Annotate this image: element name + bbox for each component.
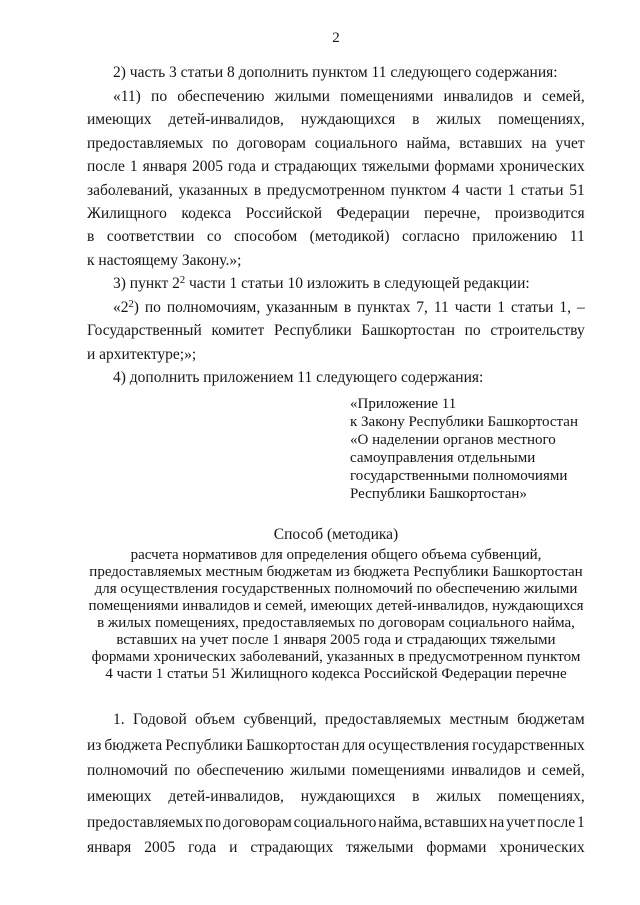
item-3-quote-text: ) по полномочиям, указанным в пунктах 7, 11 части 1 статьи 1, – — [133, 298, 585, 316]
method-subtitle-line: вставших на учет после 1 января 2005 года и страдающих тяжелыми — [116, 631, 556, 648]
method-title: Способ (методика) — [273, 526, 399, 543]
method-subtitle-line: помещениями инвалидов и семей, имеющих детей-инвалидов, нуждающихся — [88, 597, 584, 614]
clause-1-line: полномочий по обеспечению жилыми помещениями инвалидов и семей, — [87, 762, 585, 780]
item-3-heading-text: 3) пункт 2 — [113, 275, 180, 293]
appendix-header-line: самоуправления отдельными — [350, 450, 536, 466]
method-subtitle-line: в жилых помещениях, предоставляемых по договорам социального найма, — [97, 614, 575, 631]
appendix-header-line: Республики Башкортостан» — [350, 486, 527, 502]
item-3-heading-text: части 1 статьи 10 изложить в следующей редакции: — [185, 275, 530, 293]
amendments-section — [87, 61, 585, 389]
appendix-header-line: государственными полномочиями — [350, 468, 568, 484]
item-2-quote-line: «11) по обеспечению жилыми помещениями инвалидов и семей, — [113, 87, 585, 105]
clause-1-line: из бюджета Республики Башкортостан для осуществления государственных — [87, 736, 585, 754]
method-subtitle-line: формами хронических заболеваний, указанных в предусмотренном пунктом — [91, 649, 581, 666]
item-2-quote-line: Жилищного кодекса Российской Федерации перечне, производится — [87, 205, 585, 223]
clause-1-line: имеющих детей-инвалидов, нуждающихся в жилых помещениях, — [87, 787, 585, 805]
clause-1-paragraph — [87, 707, 585, 861]
item-2-quote-line: предоставляемых по договорам социального найма, вставших на учет — [87, 134, 585, 152]
clause-1-line: января 2005 года и страдающих тяжелыми формами хронических — [87, 839, 585, 857]
page-number: 2 — [332, 30, 340, 46]
item-2-quote-line: к настоящему Закону.»; — [87, 251, 242, 269]
superscript: 2 — [179, 275, 186, 287]
item-3-heading — [113, 272, 585, 295]
method-subtitle-line: расчета нормативов для определения общего объема субвенций, — [130, 546, 542, 563]
method-subtitle — [60, 547, 612, 684]
item-3-quote-line: Государственный комитет Республики Башкортостан по строительству — [87, 322, 585, 340]
appendix-header-line: к Закону Республики Башкортостан — [350, 414, 578, 430]
appendix-header-line: «О наделении органов местного — [350, 432, 556, 448]
item-2-quote-line: в соответствии со способом (методикой) согласно приложению 11 — [87, 228, 585, 246]
clause-1-line: 1. Годовой объем субвенций, предоставляемых местным бюджетам — [113, 711, 585, 729]
item-3-quote-text: «2 — [113, 298, 129, 316]
item-4-heading: 4) дополнить приложением 11 следующего содержания: — [113, 369, 484, 387]
method-subtitle-line: 4 части 1 статьи 51 Жилищного кодекса Российской Федерации перечне — [105, 666, 567, 683]
item-2-quote-line: заболеваний, указанных в предусмотренном пунктом 4 части 1 статьи 51 — [87, 181, 585, 199]
item-2-heading: 2) часть 3 статьи 8 дополнить пунктом 11 следующего содержания: — [113, 64, 558, 82]
superscript: 2 — [128, 298, 134, 310]
item-3-quote-line: и архитектуре;»; — [87, 345, 197, 363]
item-3-quote-line — [113, 296, 585, 319]
appendix-header — [350, 395, 610, 503]
clause-1-line: предоставляемых по договорам социального найма, вставших на учет после 1 — [87, 813, 585, 831]
method-subtitle-line: предоставляемых местным бюджетам из бюджета Республики Башкортостан — [89, 563, 583, 580]
item-2-quote-line: после 1 января 2005 года и страдающих тяжелыми формами хронических — [87, 158, 585, 176]
method-subtitle-line: для осуществления государственных полномочий по обеспечению жилыми — [94, 580, 578, 597]
appendix-header-line: «Приложение 11 — [350, 396, 457, 412]
item-2-quote-line: имеющих детей-инвалидов, нуждающихся в жилых помещениях, — [87, 111, 585, 129]
